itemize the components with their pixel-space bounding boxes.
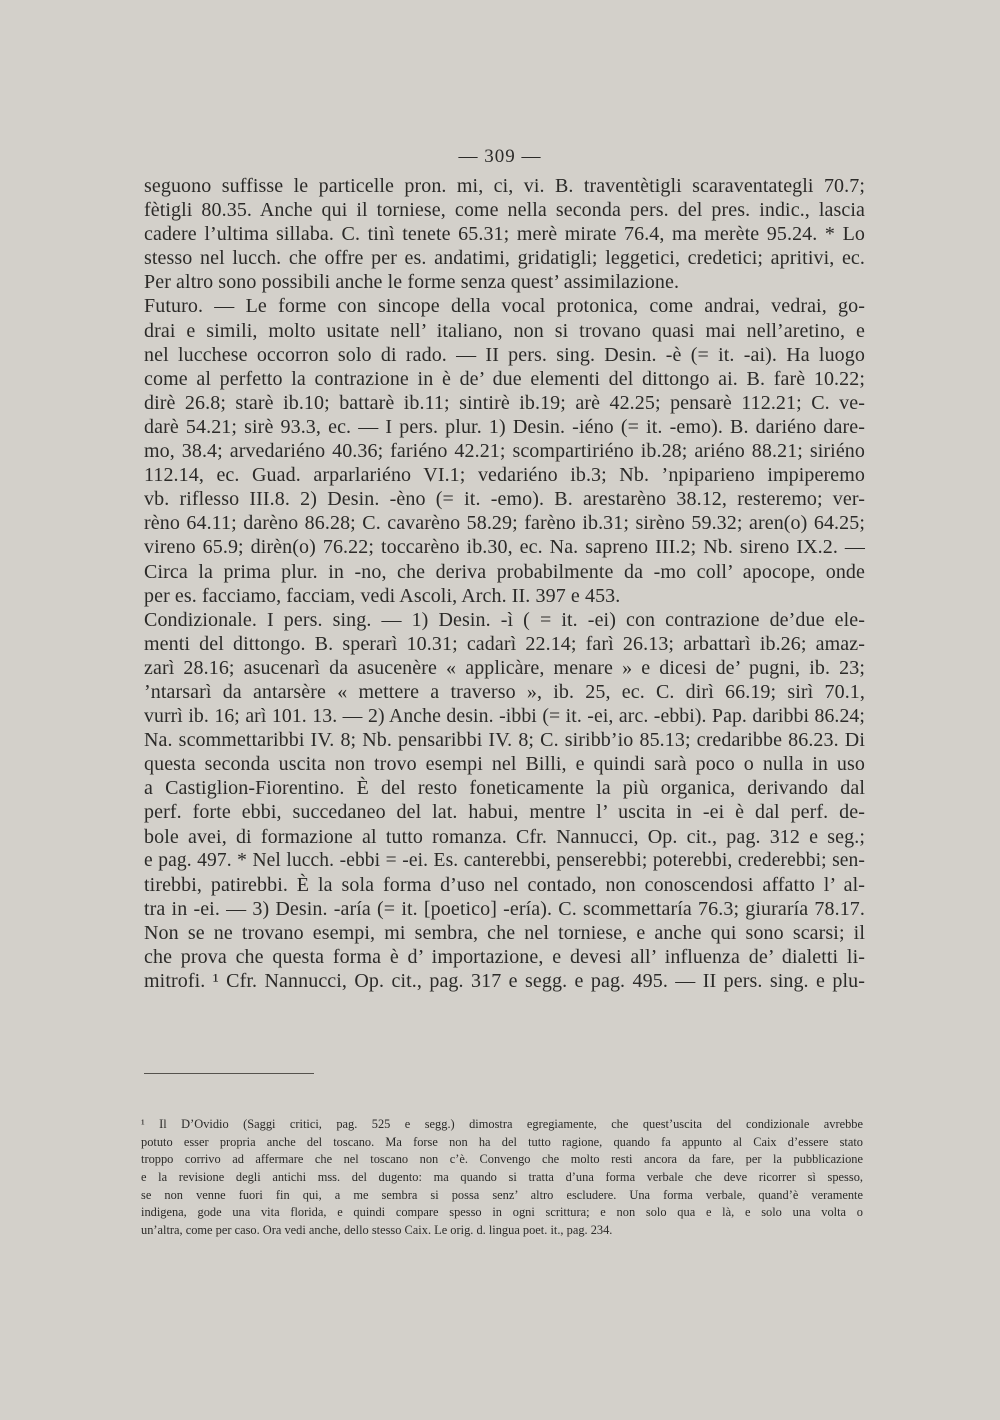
footnote-line: se non venne fuori fin qui, a me sembra si possa senz’ altro escludere. Una forma verbale, quand’è veramente — [141, 1187, 863, 1202]
text-line: Circa la prima plur. in -no, che deriva probabilmente da -mo coll’ apocope, onde — [144, 560, 865, 583]
text-line: e pag. 497. * Nel lucch. -ebbi = -ei. Es. canterebbi, penserebbi; poterebbi, crederebbi; sen- — [144, 849, 865, 871]
text-line: a Castiglion-Fiorentino. È del resto foneticamente la più organica, derivando dal — [144, 777, 865, 800]
text-line: tra in -ei. — 3) Desin. -aría (= it. [poetico] -ería). C. scommettaría 76.3; giuraría 78.17. — [144, 897, 865, 920]
page-number: — 309 — — [458, 146, 542, 167]
text-line: Na. scommettaribbi IV. 8; Nb. pensaribbi IV. 8; C. siribb’io 85.13; credaribbe 86.23. Di — [144, 729, 865, 752]
text-line: Non se ne trovano esempi, mi sembra, che nel torniese, e anche qui sono scarsi; il — [144, 921, 865, 944]
footnote-line: potuto esser propria anche del toscano. Ma forse non ha del tutto ragione, quando fa appunto al Caix d’essere stato — [141, 1134, 863, 1149]
text-line: 112.14, ec. Guad. arparlariéno VI.1; vedariéno ib.3; Nb. ’npiparieno impiperemo — [144, 464, 865, 487]
text-line: questa seconda uscita non trovo esempi nel Billi, e quindi sarà poco o nulla in uso — [144, 753, 865, 776]
footnote-divider — [144, 1073, 314, 1074]
text-line: per es. facciamo, facciam, vedi Ascoli, Arch. II. 397 e 453. — [144, 584, 621, 607]
text-line: nel lucchese occorron solo di rado. — II pers. sing. Desin. -è (= it. -ai). Ha luogo — [144, 343, 865, 366]
text-line: vb. riflesso III.8. 2) Desin. -èno (= it. -emo). B. arestarèno 38.12, resteremo; ver- — [144, 488, 865, 511]
text-line: Futuro. — Le forme con sincope della vocal protonica, come andrai, vedrai, go- — [144, 295, 865, 318]
text-line: menti del dittongo. B. sperarì 10.31; cadarì 22.14; farì 26.13; arbattarì ib.26; amaz- — [144, 632, 865, 655]
text-line: ’ntarsarì da antarsère « mettere a traverso », ib. 25, ec. C. dirì 66.19; sirì 70.1, — [144, 680, 865, 703]
main-text — [144, 174, 865, 993]
text-line: mo, 38.4; arvedariéno 40.36; fariéno 42.21; scompartiriéno ib.28; ariéno 88.21; siriéno — [144, 440, 865, 463]
text-line: vurrì ib. 16; arì 101. 13. — 2) Anche desin. -ibbi (= it. -ei, arc. -ebbi). Pap. daribbi 86.24; — [144, 705, 865, 728]
text-line: tirebbi, patirebbi. È la sola forma d’uso nel contado, non conoscendosi affatto l’ al- — [144, 873, 865, 896]
text-line: vireno 65.9; dirèn(o) 76.22; toccarèno ib.30, ec. Na. sapreno III.2; Nb. sireno IX.2. — — [144, 536, 865, 559]
text-line: zarì 28.16; asucenarì da asucenère « applicàre, menare » e dicesi de’ pugni, ib. 23; — [144, 656, 865, 679]
footnote-line: un’altra, come per caso. Ora vedi anche, dello stesso Caix. Le orig. d. lingua poet. it., pag. 234. — [141, 1223, 613, 1238]
text-line: perf. forte ebbi, succedaneo del lat. habui, mentre l’ uscita in -ei è dal perf. de- — [144, 801, 865, 824]
footnote-line: indigena, gode una vita florida, e quindi compare spesso in ogni scrittura; e non solo qua e là, e solo una volta o — [141, 1205, 863, 1220]
footnote-line: e la revisione degli antichi mss. del dugento: ma quando si tratta d’una forma verbale che deve ricorrer sì spesso, — [141, 1170, 863, 1185]
text-line: seguono suffisse le particelle pron. mi, ci, vi. B. traventètigli scaraventategli 70.7; — [144, 175, 865, 197]
text-line: fètigli 80.35. Anche qui il torniese, come nella seconda pers. del pres. indic., lascia — [144, 199, 865, 222]
footnote-line: ¹ Il D’Ovidio (Saggi critici, pag. 525 e segg.) dimostra egregiamente, che quest’uscita del condizionale avrebbe — [141, 1117, 863, 1131]
text-line: drai e simili, molto usitate nell’ italiano, non si trovano quasi mai nell’aretino, e — [144, 319, 865, 342]
text-line: come al perfetto la contrazione in è de’ due elementi del dittongo ai. B. farè 10.22; — [144, 367, 865, 390]
text-line: che prova che questa forma è d’ importazione, e devesi all’ influenza de’ dialetti li- — [144, 946, 865, 968]
text-line: Per altro sono possibili anche le forme senza quest’ assimilazione. — [144, 271, 680, 294]
text-line: stesso nel lucch. che offre per es. andatimi, gridatigli; leggetici, credetici; apritivi, ec. — [144, 247, 865, 270]
text-line: rèno 64.11; darèno 86.28; C. cavarèno 58.29; farèno ib.31; sirèno 59.32; aren(o) 64.25; — [144, 512, 865, 535]
footnote — [141, 1116, 863, 1240]
footnote-line: troppo corrivo ad affermare che nel toscano non c’è. Convengo che molto resti ancora da fare, per la pubblicazione — [141, 1152, 863, 1167]
text-line: Condizionale. I pers. sing. — 1) Desin. -ì ( = it. -ei) con contrazione de’due ele- — [144, 608, 865, 631]
text-line: dirè 26.8; starè ib.10; battarè ib.11; sintirè ib.19; arè 42.25; pensarè 112.21; C. ve- — [144, 391, 865, 414]
text-line: cadere l’ultima sillaba. C. tinì tenete 65.31; merè mirate 76.4, ma merète 95.24. * Lo — [144, 223, 865, 246]
text-line: darè 54.21; sirè 93.3, ec. — I pers. plur. 1) Desin. -iéno (= it. -emo). B. dariéno dare- — [144, 415, 865, 438]
text-line: mitrofi. ¹ Cfr. Nannucci, Op. cit., pag. 317 e segg. e pag. 495. — II pers. sing. e plu- — [144, 970, 865, 993]
text-line: bole avei, di formazione al tutto romanza. Cfr. Nannucci, Op. cit., pag. 312 e seg.; — [144, 825, 865, 848]
